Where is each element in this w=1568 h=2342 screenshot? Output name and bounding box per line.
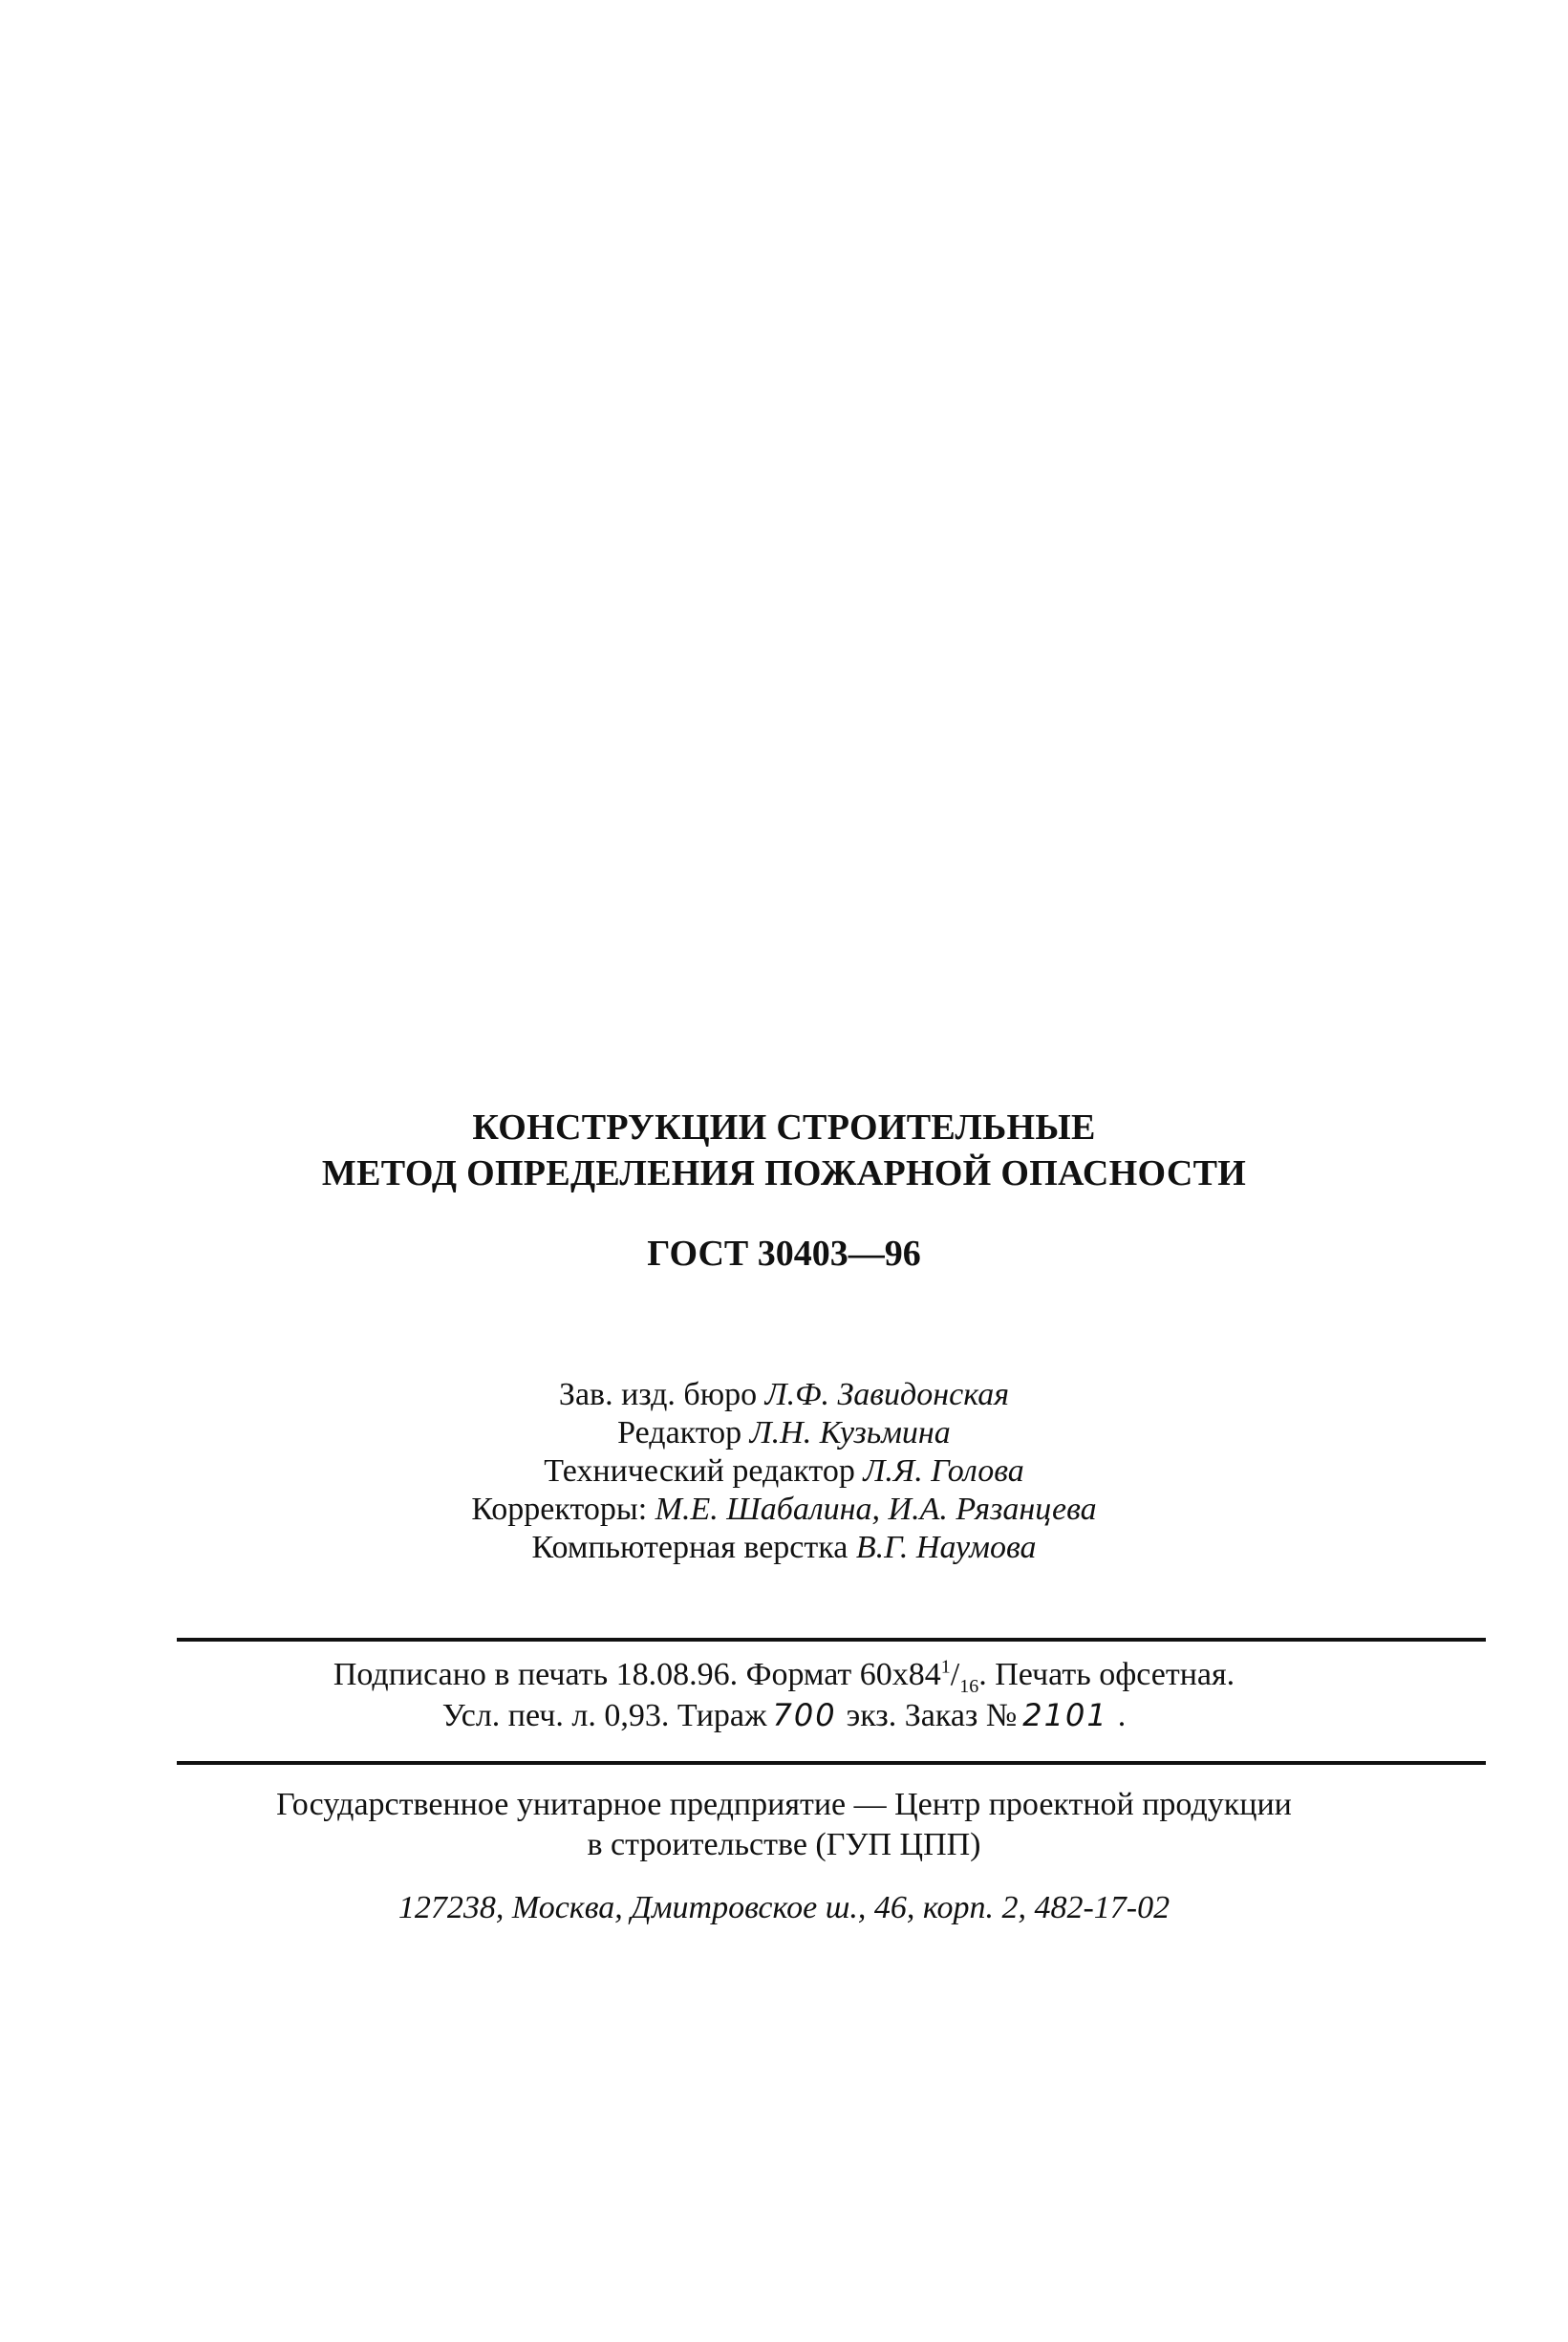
format-sub: 16	[959, 1675, 979, 1697]
credits-block	[0, 1376, 1568, 1567]
print-line-run	[0, 1695, 1568, 1736]
credit-person: Л.Я. Голова	[863, 1453, 1024, 1489]
signed-text: Подписано в печать 18.08.96. Формат 60x84	[333, 1657, 941, 1692]
credit-role: Зав. изд. бюро	[558, 1377, 758, 1412]
format-sup: 1	[940, 1656, 951, 1678]
title-line-2: МЕТОД ОПРЕДЕЛЕНИЯ ПОЖАРНОЙ ОПАСНОСТИ	[321, 1153, 1247, 1193]
publisher-block	[0, 1785, 1568, 1865]
publisher-name-cont: в строительстве (ГУП ЦПП)	[587, 1827, 981, 1862]
order-tail: .	[1117, 1698, 1127, 1733]
format-slash: /	[950, 1657, 960, 1692]
signed-tail: . Печать офсетная.	[978, 1657, 1235, 1692]
credit-line	[0, 1452, 1568, 1491]
credit-line	[0, 1529, 1568, 1567]
divider-top	[177, 1638, 1486, 1642]
publisher-address: 127238, Москва, Дмитровское ш., 46, корп. 2, 482-17-02	[397, 1890, 1171, 1925]
credit-line	[0, 1414, 1568, 1452]
credit-line	[0, 1376, 1568, 1414]
credit-person: Л.Ф. Завидонская	[764, 1377, 1010, 1412]
credit-person: Л.Н. Кузьмина	[749, 1415, 951, 1450]
credit-person: М.Е. Шабалина, И.А. Рязанцева	[655, 1492, 1097, 1527]
credit-role: Технический редактор	[544, 1453, 855, 1489]
sheets-text: Усл. печ. л. 0,93. Тираж	[441, 1698, 767, 1733]
print-run-handwritten: 700	[772, 1697, 837, 1733]
divider-bottom	[177, 1761, 1486, 1765]
credit-role: Компьютерная верстка	[531, 1530, 848, 1565]
standard-number: ГОСТ 30403—96	[647, 1234, 921, 1274]
credit-role: Корректоры:	[471, 1492, 648, 1527]
copies-text: экз. Заказ №	[846, 1698, 1018, 1733]
title-line-1: КОНСТРУКЦИИ СТРОИТЕЛЬНЫЕ	[472, 1107, 1096, 1148]
publisher-name: Государственное унитарное предприятие — Центр проектной продукции	[276, 1787, 1292, 1822]
print-info-block	[0, 1655, 1568, 1736]
print-line-signed	[0, 1655, 1568, 1695]
credit-person: В.Г. Наумова	[855, 1530, 1037, 1565]
credit-role: Редактор	[617, 1415, 742, 1450]
credit-line	[0, 1491, 1568, 1529]
order-number-handwritten: 2101	[1022, 1697, 1108, 1733]
